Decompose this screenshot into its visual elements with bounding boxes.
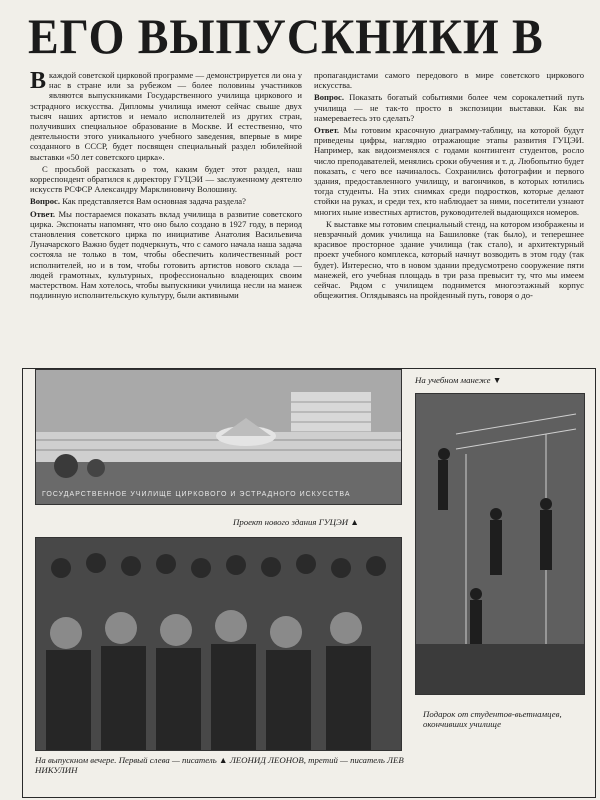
building-illustration [36, 370, 401, 504]
caption-gift: Подарок от студентов-вьетнамцев, окончивших училище [423, 709, 562, 729]
building-project-photo [35, 369, 402, 505]
article-column-right [314, 70, 584, 362]
photo-spread [22, 368, 596, 798]
paragraph: С просьбой рассказать о том, каким будет этот раздел, наш корреспондент обратился к директору ГУЦЭИ — заслуженному деятелю искусств РСФСР Александру Марклиновичу Волошину. [30, 163, 302, 195]
paragraph: К выставке мы готовим специальный стенд, на котором изображены и невзрачный домик училища на Башиловке (так было), и теперешнее красивое просторное здание училища (так стало), и архитектурный проект учебного комплекса, который начнут возводить в этом году (так будет). Интересно, что в новом здании предусмотрено сооружение пяти манежей, его учебная площадь в три раза превысит ту, что мы имеем сейчас. Рядом с училищем поднимется многоэтажный корпус общежития. Оглядываясь на пройденный путь, говоря о до- [314, 218, 584, 301]
caption-audience: На выпускном вечере. Первый слева — писатель ▲ ЛЕОНИД ЛЕОНОВ, третий — писатель ЛЕВ НИКУЛИН [35, 755, 404, 775]
paragraph: пропагандистами самого передового в мире советского циркового искусства. [314, 70, 584, 91]
qa-answer: Ответ. Мы готовим красочную диаграмму-таблицу, на которой будут приведены цифры, наглядно отражающие этапы развития ГУЦЭИ. Например, как видоизменялся с годами контингент студентов, росло число преподавателей, менялись сроки обучения и т. д. Любопытно будет показать, с чего все начиналось. Сохранились фотографии и первого здания, предоставленного училищу, и вагончиков, в которых ютились тогда студенты. На этих снимках среди подростков, которые делают стойки на руках, и среди тех, кто наблюдает за ними, посетители узнают многих ныне известных артистов, руководителей выдающихся номеров. [314, 125, 584, 217]
qa-question: Вопрос. Как представляется Вам основная задача раздела? [30, 196, 246, 207]
graduation-evening-photo [35, 537, 402, 751]
acrobats-illustration [416, 394, 584, 694]
audience-illustration [36, 538, 401, 750]
building-signage: ГОСУДАРСТВЕННОЕ УЧИЛИЩЕ ЦИРКОВОГО И ЭСТРАДНОГО ИСКУССТВА [42, 491, 351, 498]
caption-arena: На учебном манеже ▼ [415, 375, 502, 385]
training-arena-photo [415, 393, 585, 695]
dropcap: В [30, 70, 47, 94]
qa-question: Вопрос. Показать богатый событиями более чем сорокалетний путь училища — не так-то просто в экспозиции выставки. Как вы намереваетесь это сделать? [314, 92, 584, 123]
article-column-left [30, 70, 302, 362]
qa-answer: Ответ. Мы постараемся показать вклад училища в развитие советского цирка. Экспонаты напомнят, что оно было создано в 1927 году, в период становления советского цирка по инициативе Анатолия Васильевича Луначарского Важно будет подчеркнуть, что с самого начала наша задача состояла не только в том, чтобы обеспечить количественный рост исполнителей, но и в том, чтобы готовить артистов нового склада — людей грамотных, культурных, профессионально владеющих своим мастерством. Нам хотелось, чтобы выпускники училища несли на манеж подлинную исполнительскую культуру, были активными [30, 208, 302, 301]
caption-building: Проект нового здания ГУЦЭИ ▲ [233, 517, 360, 527]
intro-paragraph: Вкаждой советской цирковой программе — демонстрируется ли она у нас в стране или за рубежом — более половины участников являются выпускниками Государственного училища циркового и эстрадного искусства. Дипломы училища имеют сейчас свыше двух тысяч наших артистов и немало исполнителей из других стран, получивших специальное образование в Москве. И естественно, что деятельности этого уникального учебного заведения, впервые в мире созданного в СССР, будет посвящен специальный раздел юбилейной выставки «50 лет советского цирка». [30, 70, 302, 162]
headline: ЕГО ВЫПУСКНИКИ В [28, 8, 544, 64]
